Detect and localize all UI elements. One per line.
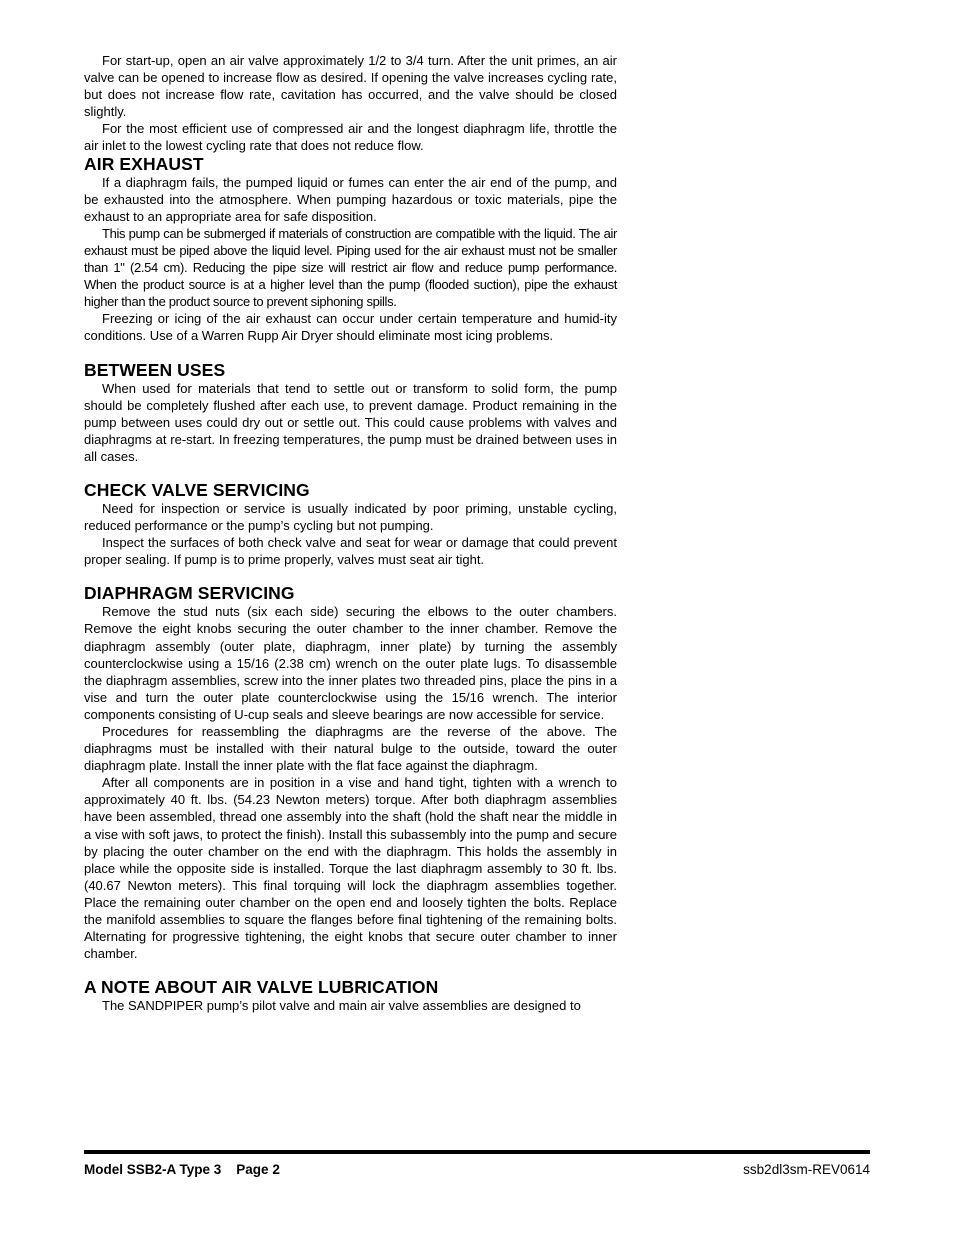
paragraph: For start-up, open an air valve approximately 1/2 to 3/4 turn. After the unit primes, an air valve can be opened to increase flow as desired. If opening the valve increases cycling rate, but does not increase flow rate, cavitation has occurred, and the valve should be closed slightly. bbox=[84, 53, 617, 120]
section-heading-check-valve: CHECK VALVE SERVICING bbox=[84, 479, 310, 500]
paragraph: Inspect the surfaces of both check valve and seat for wear or damage that could prevent proper sealing. If pump is to prime properly, valves must seat air tight. bbox=[84, 535, 617, 568]
paragraph: Remove the stud nuts (six each side) securing the elbows to the outer chambers. Remove the eight knobs securing the outer chamber to the inner chamber. Remove the diaphragm assembly (outer plate, diaphragm, inner plate) by turning the assembly counterclockwise using a 15/16 (2.38 cm) wrench on the outer plate lugs. To disassemble the diaphragm assemblies, screw into the inner plates two threaded pins, place the pins in a vise and turn the outer plate counterclockwise using the 15/16 wrench. The interior components consisting of U-cup seals and sleeve bearings are now accessible for service. bbox=[84, 604, 617, 722]
paragraph: When used for materials that tend to settle out or transform to solid form, the pump should be completely flushed after each use, to prevent damage. Product remaining in the pump between uses could dry out or settle out. This could cause problems with valves and diaphragms at re-start. In freezing temperatures, the pump must be drained between uses in all cases. bbox=[84, 380, 617, 464]
paragraph: For the most efficient use of compressed air and the longest diaphragm life, throttle the air inlet to the lowest cycling rate that does not reduce flow. bbox=[84, 121, 617, 154]
paragraph: Freezing or icing of the air exhaust can occur under certain temperature and humid-ity conditions. Use of a Warren Rupp Air Dryer should eliminate most icing problems. bbox=[84, 311, 617, 344]
section-heading-diaphragm: DIAPHRAGM SERVICING bbox=[84, 583, 295, 604]
paragraph: The SANDPIPER pump’s pilot valve and main air valve assemblies are designed to bbox=[102, 998, 581, 1014]
section-heading-between-uses: BETWEEN USES bbox=[84, 359, 226, 380]
document-body bbox=[84, 52, 617, 1014]
paragraph: Need for inspection or service is usually indicated by poor priming, unstable cycling, reduced performance or the pump’s cycling but not pumping. bbox=[84, 500, 617, 534]
paragraph: After all components are in position in a vise and hand tight, tighten with a wrench to approximately 40 ft. lbs. (54.23 Newton meters) torque. After both diaphragm assemblies have been assembled, thread one assembly into the shaft (hold the shaft near the middle in a vise with soft jaws, to protect the finish). Install this subassembly into the pump and secure by placing the outer chamber on the end with the diaphragm. This holds the assembly in place while the opposite side is installed. Torque the last diaphragm assembly to 30 ft. lbs. (40.67 Newton meters). This final torquing will lock the diaphragm assemblies together. Place the remaining outer chamber on the open end and loosely tighten the bolts. Replace the manifold assemblies to square the flanges before final tightening of the remaining bolts. Alternating for progressive tightening, the eight knobs that secure outer chamber to inner chamber. bbox=[84, 775, 617, 962]
paragraph: Procedures for reassembling the diaphragms are the reverse of the above. The diaphragms must be installed with their natural bulge to the outside, toward the outer diaphragm plate. Install the inner plate with the flat face against the diaphragm. bbox=[84, 724, 617, 774]
section-heading-lubrication: A NOTE ABOUT AIR VALVE LUBRICATION bbox=[84, 977, 439, 998]
footer-page-number: Page 2 bbox=[236, 1162, 280, 1177]
footer-model bbox=[84, 1162, 280, 1177]
footer-rule bbox=[84, 1150, 870, 1154]
section-heading-air-exhaust: AIR EXHAUST bbox=[84, 153, 204, 174]
footer-model-name: Model SSB2-A Type 3 bbox=[84, 1162, 222, 1177]
paragraph: This pump can be submerged if materials of construction are compatible with the liquid. The air exhaust must be piped above the liquid level. Piping used for the air exhaust must not be smaller than 1" (2.54 cm). Reducing the pipe size will restrict air flow and reduce pump performance. When the product source is at a higher level than the pump (flooded suction), pipe the exhaust higher than the product source to prevent siphoning spills. bbox=[84, 225, 617, 310]
paragraph: If a diaphragm fails, the pumped liquid or fumes can enter the air end of the pump, and be exhausted into the atmosphere. When pumping hazardous or toxic materials, pipe the exhaust to an appropriate area for safe disposition. bbox=[84, 174, 617, 224]
footer-doc-code: ssb2dl3sm-REV0614 bbox=[743, 1162, 870, 1177]
